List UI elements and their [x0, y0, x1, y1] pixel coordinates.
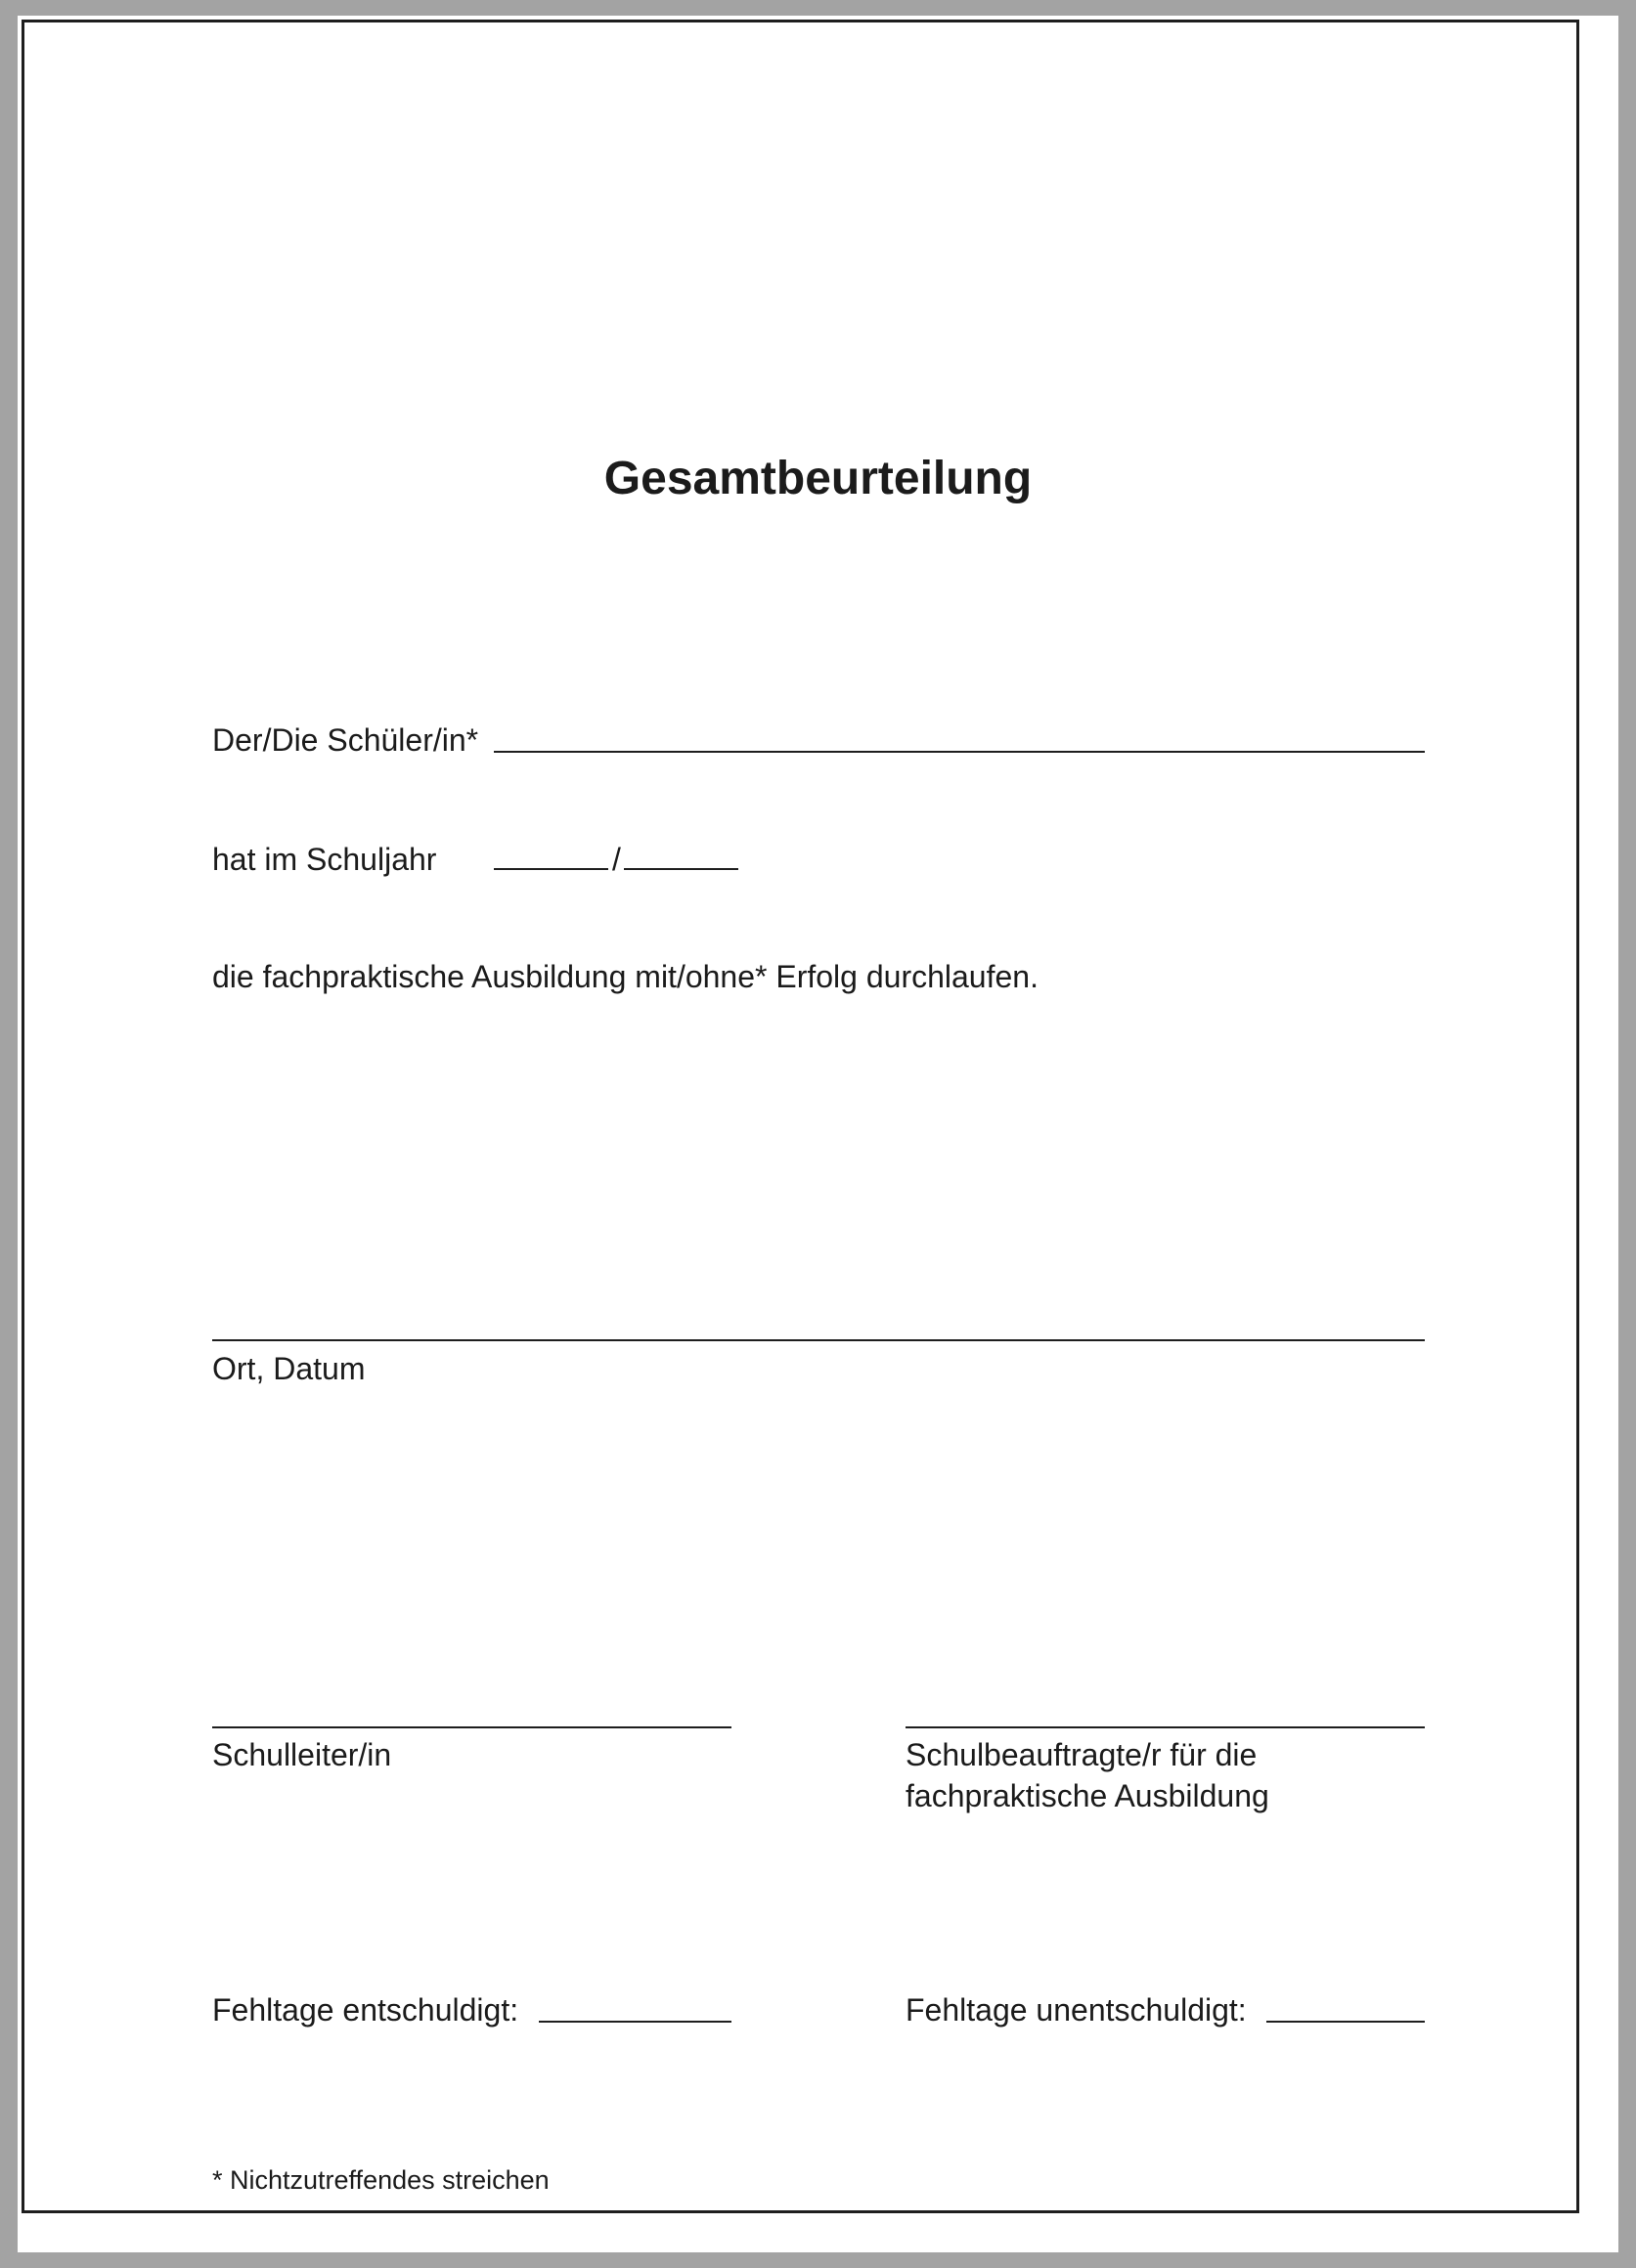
unexcused-absences-field[interactable]: [1266, 2021, 1425, 2023]
schoolyear-label: hat im Schuljahr: [212, 842, 437, 877]
place-date-field[interactable]: [212, 1339, 1425, 1341]
document-title: Gesamtbeurteilung: [603, 453, 1033, 504]
place-date-label: Ort, Datum: [212, 1351, 366, 1386]
delegate-signature-label-line1: Schulbeauftragte/r für die: [906, 1737, 1258, 1772]
excused-absences-field[interactable]: [539, 2021, 731, 2023]
schoolyear-end-field[interactable]: [624, 868, 738, 870]
delegate-signature-field[interactable]: [906, 1726, 1425, 1728]
completion-statement: die fachpraktische Ausbildung mit/ohne* Erfolg durchlaufen.: [212, 959, 1039, 994]
student-label: Der/Die Schüler/in*: [212, 722, 479, 758]
principal-signature-label: Schulleiter/in: [212, 1737, 392, 1772]
excused-absences-label: Fehltage entschuldigt:: [212, 1992, 519, 2028]
unexcused-absences-label: Fehltage unentschuldigt:: [906, 1992, 1247, 2028]
delegate-signature-label-line2: fachpraktische Ausbildung: [906, 1778, 1269, 1813]
schoolyear-separator: /: [612, 842, 621, 877]
principal-signature-field[interactable]: [212, 1726, 731, 1728]
page-border: [22, 20, 1579, 2213]
footnote: * Nichtzutreffendes streichen: [212, 2165, 550, 2195]
student-name-field[interactable]: [494, 751, 1425, 753]
schoolyear-start-field[interactable]: [494, 868, 608, 870]
